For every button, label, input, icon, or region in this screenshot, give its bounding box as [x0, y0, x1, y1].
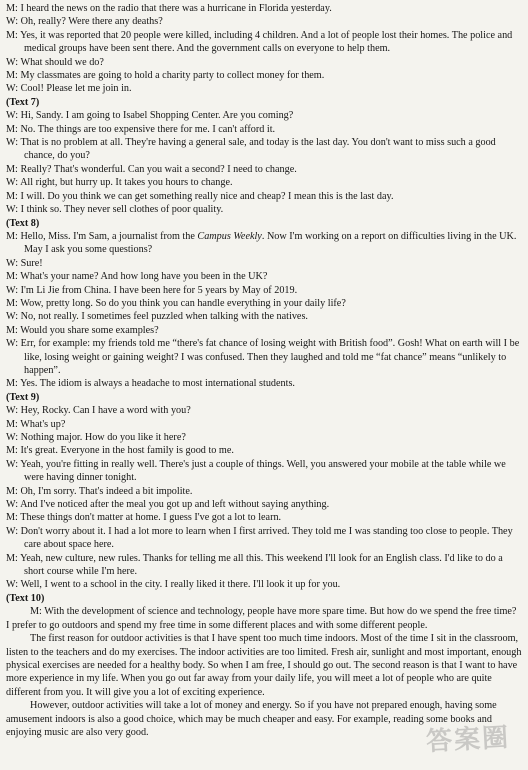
speaker-label: M: — [6, 418, 18, 430]
utterance-text: Oh, I'm sorry. That's indeed a bit impolite. — [20, 485, 193, 497]
watermark-stamp: 答案圈 — [425, 722, 511, 758]
section-heading: (Text 8) — [6, 217, 40, 229]
utterance-text: No, not really. I sometimes feel puzzled when talking with the natives. — [20, 311, 308, 323]
utterance-text: Hey, Rocky. Can I have a word with you? — [20, 405, 191, 417]
utterance-text: And I've noticed after the meal you got up and left without saying anything. — [20, 499, 330, 511]
speaker-label: M: — [6, 230, 18, 242]
speaker-label: M: — [6, 485, 18, 497]
utterance-text: Hi, Sandy. I am going to Isabel Shopping Center. Are you coming? — [20, 110, 294, 122]
speaker-label: W: — [6, 579, 19, 591]
monologue-paragraph: M: With the development of science and technology, people have more spare time. But how do we spend the free time? I prefer to go outdoors and spend my free time in some different places and with some different people. — [6, 606, 517, 631]
speaker-label: M: — [6, 378, 18, 390]
speaker-label: M: — [6, 324, 18, 336]
speaker-label: M: — [6, 29, 18, 41]
speaker-label: M: — [6, 271, 18, 283]
dialogue-line — [6, 444, 522, 457]
speaker-label: W: — [6, 16, 19, 28]
section-heading: (Text 7) — [6, 96, 40, 108]
utterance-text: Nothing major. How do you like it here? — [20, 432, 186, 443]
speaker-label: W: — [6, 177, 19, 189]
dialogue-line — [6, 69, 522, 82]
utterance-text: What should we do? — [20, 56, 104, 68]
utterance-text: These things don't matter at home. I guess I've got a lot to learn. — [20, 512, 282, 524]
dialogue-line — [6, 56, 522, 69]
speaker-label: W: — [6, 525, 19, 537]
utterance-text: Would you share some examples? — [20, 324, 159, 336]
utterance-text: I think so. They never sell clothes of poor quality. — [20, 204, 224, 216]
speaker-label: W: — [6, 204, 19, 216]
utterance-text: Err, for example: my friends told me “there's fat chance of losing weight with British food”. Gosh! What on earth will I be like, losing weight or gaining weight? I was confused. Then they laughed and told me “fat chance” means “unlikely to happen”. — [20, 338, 520, 376]
speaker-label: W: — [6, 499, 19, 511]
utterance-text: I will. Do you think we can get something really nice and cheap? I mean this is the last day. — [20, 190, 394, 202]
utterance-text: Yes. The idiom is always a headache to most international students. — [20, 378, 295, 390]
speaker-label: M: — [6, 297, 18, 309]
speaker-label: M: — [6, 190, 18, 202]
utterance-text: Hello, Miss. I'm Sam, a journalist from the — [20, 230, 198, 242]
dialogue-line — [6, 458, 522, 485]
dialogue-line — [6, 123, 522, 136]
speaker-label: M: — [6, 512, 18, 524]
dialogue-line — [6, 15, 522, 28]
speaker-label: W: — [6, 458, 19, 470]
utterance-text: I'm Li Jie from China. I have been here for 5 years by May of 2019. — [20, 284, 298, 296]
dialogue-line — [6, 310, 522, 323]
monologue-paragraph: The first reason for outdoor activities is that I have spent too much time indoors. Most of the time I sit in the classroom, listen to the teachers and do my exercises. The indoor activities are too limited. Fresh air, sunlight and most important, enough physical exercises are needed for a healthy body. So when I am free, I should go out. The second reason is that I want to have more experience in my life. When you go out far away from your daily life, you will meet a lot of people who are quite different from you. It will give you a lot of exciting experience. — [6, 633, 522, 698]
speaker-label: M: — [6, 552, 18, 564]
speaker-label: W: — [6, 110, 19, 122]
dialogue-line — [6, 485, 522, 498]
utterance-text: What's your name? And how long have you been in the UK? — [20, 271, 268, 283]
speaker-label: W: — [6, 83, 19, 95]
section-heading: (Text 10) — [6, 592, 45, 604]
dialogue-line — [6, 230, 522, 257]
dialogue-line — [6, 525, 522, 552]
dialogue-line — [6, 176, 522, 189]
speaker-label: M: — [6, 70, 18, 82]
utterance-text: It's great. Everyone in the host family is good to me. — [20, 445, 234, 457]
speaker-label: W: — [6, 432, 19, 443]
speaker-label: W: — [6, 284, 19, 296]
utterance-text: Yes, it was reported that 20 people were killed, including 4 children. And a lot of people lost their homes. The police and medical groups have been sent there. And the government calls on everyone to help them. — [20, 29, 513, 55]
speaker-label: W: — [6, 311, 19, 323]
dialogue-line — [6, 552, 522, 579]
dialogue-line — [6, 284, 522, 297]
speaker-label: W: — [6, 405, 19, 417]
utterance-text: Yeah, new culture, new rules. Thanks for telling me all this. This weekend I'll look for an English class. I'd like to do a short course while I'm here. — [20, 552, 503, 578]
utterance-text: What's up? — [20, 418, 66, 430]
dialogue-line — [6, 418, 522, 431]
utterance-text: Sure! — [20, 257, 43, 269]
utterance-text: Really? That's wonderful. Can you wait a second? I need to change. — [20, 163, 297, 175]
speaker-label: W: — [6, 338, 19, 350]
dialogue-line — [6, 324, 522, 337]
utterance-text: Well, I went to a school in the city. I really liked it there. I'll look it up for you. — [20, 579, 341, 591]
speaker-label: W: — [6, 137, 19, 149]
utterance-text: Yeah, you're fitting in really well. There's just a couple of things. Well, you answered your mobile at the table while we were having dinner tonight. — [20, 458, 506, 484]
dialogue-line — [6, 2, 522, 15]
dialogue-line — [6, 337, 522, 377]
dialogue-line — [6, 377, 522, 390]
utterance-text: Don't worry about it. I had a lot more to learn when I first arrived. They told me I was standing too close to people. They care about space here. — [20, 525, 513, 551]
dialogue-line — [6, 431, 522, 444]
dialogue-line — [6, 190, 522, 203]
speaker-label: W: — [6, 257, 19, 269]
dialogue-line — [6, 136, 522, 163]
speaker-label: M: — [6, 3, 18, 14]
dialogue-line — [6, 297, 522, 310]
magazine-title: Campus Weekly — [197, 230, 262, 242]
dialogue-line — [6, 270, 522, 283]
dialogue-line — [6, 404, 522, 417]
dialogue-line — [6, 511, 522, 524]
utterance-text: . Now I'm working on a report on difficulties living in the UK. May I ask you some questions? — [24, 230, 517, 256]
speaker-label: M: — [6, 163, 18, 175]
utterance-text: My classmates are going to hold a charity party to collect money for them. — [20, 70, 325, 82]
utterance-text: Oh, really? Were there any deaths? — [20, 16, 163, 28]
dialogue-line — [6, 257, 522, 270]
dialogue-line — [6, 82, 522, 95]
utterance-text: All right, but hurry up. It takes you hours to change. — [20, 177, 233, 189]
utterance-text: I heard the news on the radio that there was a hurricane in Florida yesterday. — [20, 3, 332, 14]
dialogue-line — [6, 163, 522, 176]
utterance-text: That is no problem at all. They're having a general sale, and today is the last day. You don't want to miss such a good chance, do you? — [20, 137, 496, 162]
dialogue-line — [6, 498, 522, 511]
dialogue-line — [6, 109, 522, 122]
utterance-text: No. The things are too expensive there for me. I can't afford it. — [20, 123, 276, 135]
dialogue-line — [6, 29, 522, 56]
utterance-text: Cool! Please let me join in. — [20, 83, 132, 95]
dialogue-line — [6, 203, 522, 216]
monologue-paragraph: However, outdoor activities will take a lot of money and energy. So if you have not prepared enough, having some amusement indoors is also a good choice, which may be much cheaper and easy. For example, reading some books and enjoying music are also very good. — [6, 700, 497, 738]
speaker-label: W: — [6, 56, 19, 68]
utterance-text: Wow, pretty long. So do you think you can handle everything in your daily life? — [20, 297, 346, 309]
speaker-label: M: — [6, 123, 18, 135]
speaker-label: M: — [6, 445, 18, 457]
dialogue-line — [6, 578, 522, 591]
section-heading: (Text 9) — [6, 391, 40, 403]
